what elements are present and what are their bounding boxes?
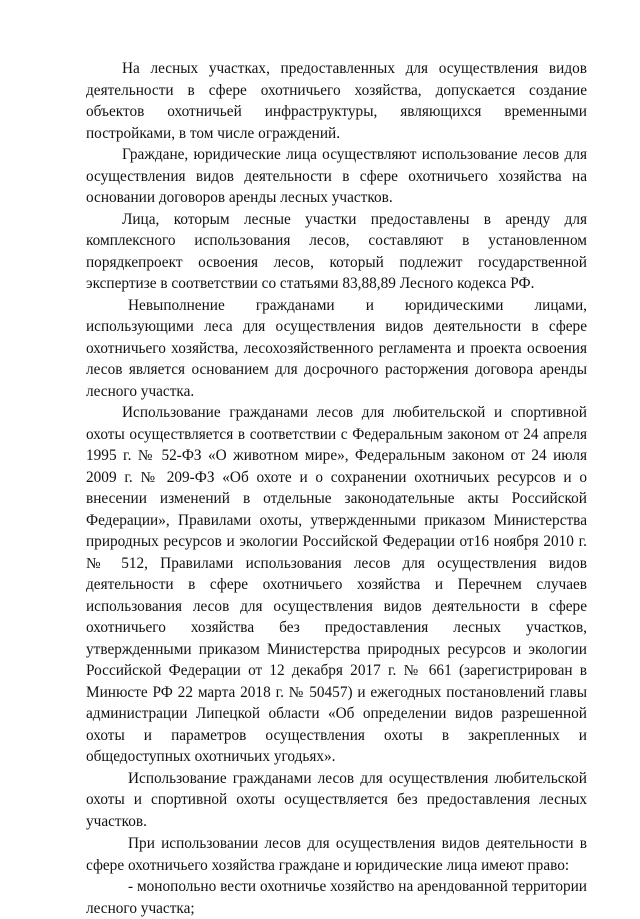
paragraph-lease-termination: Невыполнение гражданами и юридическими лицами, использующими леса для осуществления видов деятельности в сфере охотничьего хозяйства, лесохозяйственного регламента и проекта освоения лесов является основанием для досрочного расторжения договора аренды лесного участка. bbox=[86, 296, 587, 400]
paragraph-forest-project: Лица, которым лесные участки предоставлены в аренду для комплексного использования лесов, составляют в установленном порядкепроект освоения лесов, который подлежит государственной экспертизе в соответствии со статьями 83,88,89 Лесного кодекса РФ. bbox=[86, 210, 587, 292]
paragraph-lease-basis: Граждане, юридические лица осуществляют использование лесов для осуществления видов деятельности в сфере охотничьего хозяйства на основании договоров аренды лесных участков. bbox=[86, 146, 587, 206]
document-body bbox=[86, 58, 587, 919]
list-item-monopoly-right: - монопольно вести охотничье хозяйство на арендованной территории лесного участка; bbox=[86, 878, 587, 917]
paragraph-hunting-infrastructure: На лесных участках, предоставленных для осуществления видов деятельности в сфере охотничьего хозяйства, допускается создание объектов охотничьей инфраструктуры, являющихся временными постройками, в том числе ограждений. bbox=[86, 60, 587, 142]
paragraph-rights-intro: При использовании лесов для осуществления видов деятельности в сфере охотничьего хозяйства граждане и юридические лица имеют право: bbox=[86, 835, 587, 874]
paragraph-legal-basis: Использование гражданами лесов для любительской и спортивной охоты осуществляется в соответствии с Федеральным законом от 24 апреля 1995 г. № 52-ФЗ «О животном мире», Федеральным законом от 24 июля 2009 г. № 209-ФЗ «Об охоте и о сохранении охотничьих ресурсов и о внесении изменений в отдельные законодательные акты Российской Федерации», Правилами охоты, утвержденными приказом Министерства природных ресурсов и экологии Российской Федерации от16 ноября 2010 г. № 512, Правилами использования лесов для осуществления видов деятельности в сфере охотничьего хозяйства и Перечнем случаев использования лесов для осуществления видов деятельности в сфере охотничьего хозяйства без предоставления лесных участков, утвержденными приказом Министерства природных ресурсов и экологии Российской Федерации от 12 декабря 2017 г. № 661 (зарегистрирован в Минюсте РФ 22 марта 2018 г. № 50457) и ежегодных постановлений главы администрации Липецкой области «Об определении видов разрешенной охоты и параметров осуществления охоты в закрепленных и общедоступных охотничьих угодьях». bbox=[86, 404, 587, 765]
paragraph-amateur-hunting: Использование гражданами лесов для осуществления любительской охоты и спортивной охоты осуществляется без предоставления лесных участков. bbox=[86, 769, 587, 830]
